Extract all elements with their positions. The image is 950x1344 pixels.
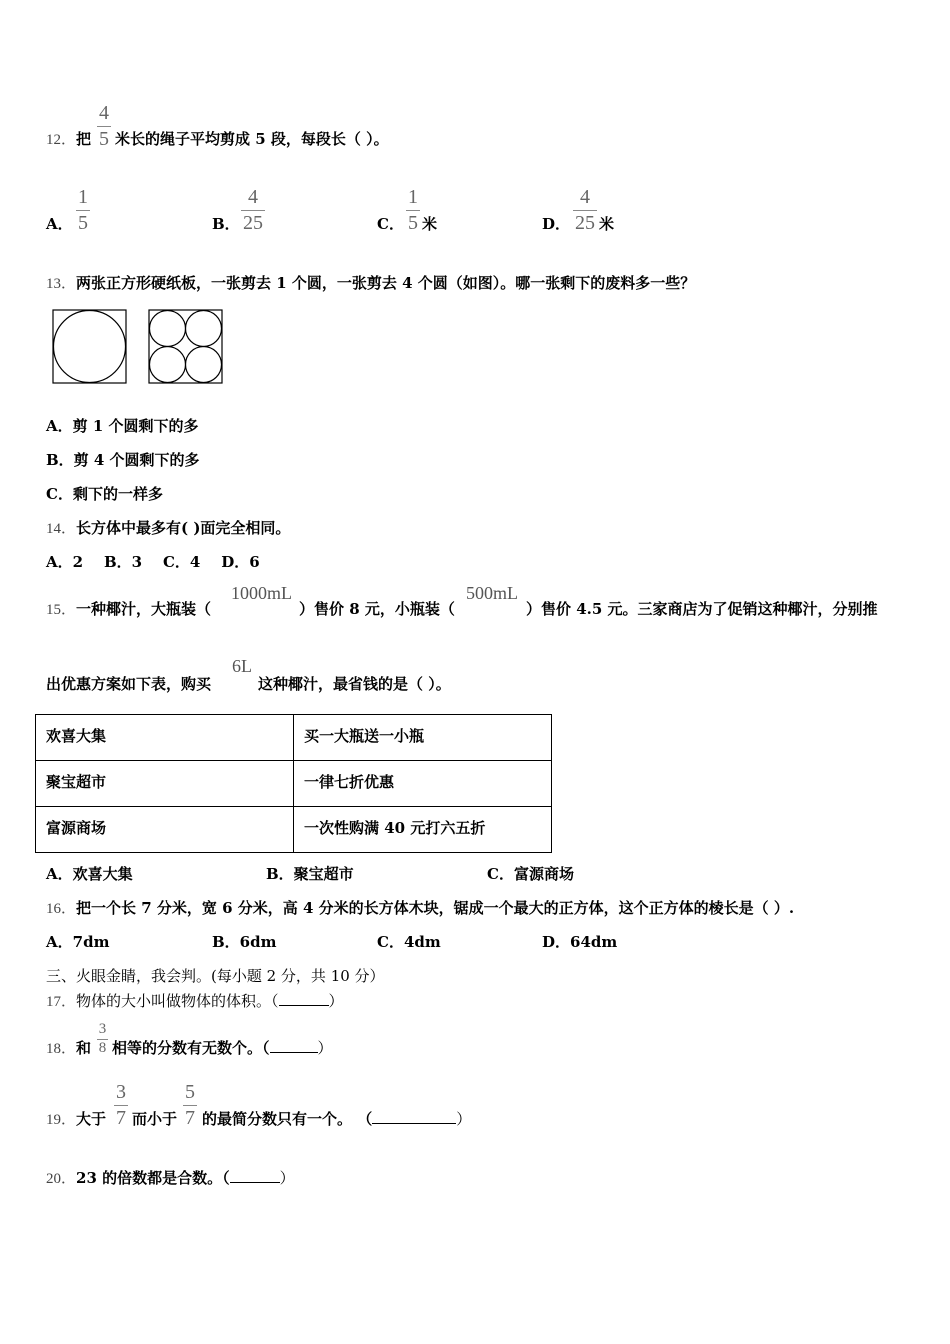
store-name: 聚宝超市 <box>36 761 294 807</box>
q16-option-b: B．6dm <box>212 933 277 951</box>
q18-text: 相等的分数有无数个。（ <box>112 1039 270 1057</box>
q12-option-d-fraction: 4 25 <box>575 186 595 234</box>
q18-number: 18． <box>46 1041 77 1057</box>
q12-option-c-label: C． <box>377 215 404 233</box>
q15-total-volume: 6L <box>232 656 252 676</box>
q19-text: 的最简分数只有一个。 （ <box>202 1110 373 1128</box>
q19-mid: 而小于 <box>132 1110 178 1128</box>
q18-fraction: 3 8 <box>98 1021 107 1056</box>
q18-answer-blank[interactable] <box>270 1052 318 1053</box>
q15-option-b: B．聚宝超市 <box>266 865 354 883</box>
q12-option-a-label: A． <box>46 215 73 233</box>
q17-number: 17． <box>46 994 77 1010</box>
q15-large-volume: 1000mL <box>231 583 292 603</box>
store-offer: 一次性购满 40 元打六五折 <box>294 807 552 853</box>
promotion-table <box>35 714 552 853</box>
q14-options: A．2 B．3 C．4 D．6 <box>46 553 260 571</box>
q15-number: 15． <box>46 602 77 618</box>
q19-fraction-upper: 5 7 <box>185 1081 195 1129</box>
q12-option-d-unit: 米 <box>599 215 615 233</box>
one-circle-figure <box>52 309 128 385</box>
q12-number: 12． <box>46 132 77 148</box>
q14 <box>46 517 290 538</box>
q12-option-c-fraction: 1 5 <box>408 186 418 234</box>
q17: 17．物体的大小叫做物体的体积。（ ） <box>46 992 344 1010</box>
store-offer: 买一大瓶送一小瓶 <box>294 715 552 761</box>
q15-text-3: ）售价 4.5 元。三家商店为了促销这种椰汁，分别推 <box>526 600 878 618</box>
q13-option-a: A．剪 1 个圆剩下的多 <box>46 417 199 435</box>
q12-option-d-label: D． <box>542 215 571 233</box>
q13 <box>46 272 695 293</box>
q16-option-a: A．7dm <box>46 933 110 951</box>
q19-number: 19． <box>46 1112 77 1128</box>
q12-fraction: 4 5 <box>99 102 109 150</box>
q19 <box>46 1108 106 1129</box>
q13-text: 两张正方形硬纸板，一张剪去 1 个圆，一张剪去 4 个圆（如图）。哪一张剩下的废料多一些？ <box>76 274 696 292</box>
q16-option-c: C．4dm <box>377 933 441 951</box>
q15-text-4: 出优惠方案如下表，购买 <box>46 675 212 693</box>
q19-fraction-lower: 3 7 <box>116 1081 126 1129</box>
store-offer: 一律七折优惠 <box>294 761 552 807</box>
q19-pre: 大于 <box>76 1110 107 1128</box>
q15-text-5: 这种椰汁，最省钱的是（ ）。 <box>258 675 451 693</box>
q15-option-c: C．富源商场 <box>487 865 574 883</box>
q18-pre: 和 <box>76 1039 92 1057</box>
table-row <box>36 715 552 761</box>
q12 <box>46 128 91 149</box>
q15-line1 <box>46 598 211 619</box>
four-circles-figure <box>148 309 224 385</box>
q19-body: 的最简分数只有一个。 （ ） <box>202 1110 472 1128</box>
q15-text-2: ）售价 8 元，小瓶装（ <box>299 600 455 618</box>
q16-option-d: D．64dm <box>542 933 618 951</box>
q14-number: 14． <box>46 521 77 537</box>
q13-option-c: C．剩下的一样多 <box>46 485 163 503</box>
q12-option-b-fraction: 4 25 <box>243 186 263 234</box>
q13-option-b: B．剪 4 个圆剩下的多 <box>46 451 200 469</box>
store-name: 富源商场 <box>36 807 294 853</box>
q15-text-1: 一种椰汁，大瓶装（ <box>76 600 212 618</box>
q12-option-c-unit: 米 <box>422 215 438 233</box>
q19-answer-blank[interactable] <box>372 1123 456 1124</box>
q12-option-b-label: B． <box>212 215 240 233</box>
q16 <box>46 897 794 918</box>
q12-option-a-fraction: 1 5 <box>78 186 88 234</box>
q13-number: 13． <box>46 276 77 292</box>
q12-pre: 把 <box>76 130 92 148</box>
q16-number: 16． <box>46 901 77 917</box>
section-3-heading: 三、火眼金睛，我会判。(每小题 2 分，共 10 分） <box>46 967 385 985</box>
q18 <box>46 1037 91 1058</box>
table-row <box>36 807 552 853</box>
q12-text: 米长的绳子平均剪成 5 段，每段长（ ）。 <box>115 130 389 148</box>
q20-answer-blank[interactable] <box>230 1182 280 1183</box>
store-name: 欢喜大集 <box>36 715 294 761</box>
q18-body: 相等的分数有无数个。（ ） <box>112 1039 333 1057</box>
q20: 20．23 的倍数都是合数。（ ） <box>46 1169 295 1187</box>
q20-text: 23 的倍数都是合数。（ <box>76 1169 230 1187</box>
q15-option-a: A．欢喜大集 <box>46 865 133 883</box>
q17-answer-blank[interactable] <box>279 1005 329 1006</box>
q16-text: 把一个长 7 分米，宽 6 分米，高 4 分米的长方体木块，锯成一个最大的正方体，这个正方体的棱长是（ ）. <box>76 899 795 917</box>
q14-text: 长方体中最多有( )面完全相同。 <box>76 519 291 537</box>
q17-text: 物体的大小叫做物体的体积。（ <box>76 992 279 1010</box>
q15-small-volume: 500mL <box>466 583 518 603</box>
q20-number: 20． <box>46 1171 77 1187</box>
table-row <box>36 761 552 807</box>
